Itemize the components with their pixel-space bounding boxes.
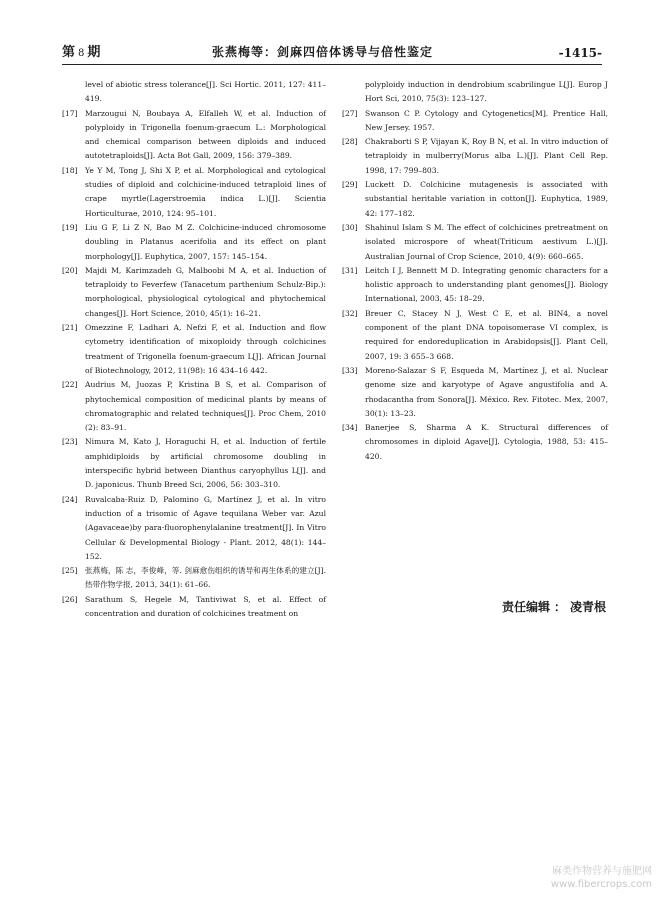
reference-item — [62, 493, 326, 564]
reference-item — [342, 135, 608, 178]
editor-label: 责任编辑 — [502, 600, 551, 614]
reference-text: Chakraborti S P, Vijayan K, Roy B N, et al. In vitro induction of tetraploidy in mulberry(Morus alba L.)[J]. Plant Cell Rep. 1998, 17: 799–803. — [365, 137, 608, 175]
watermark-line-1: 麻类作物营养与施肥网 — [552, 866, 652, 877]
reference-item — [342, 264, 608, 307]
reference-text: Ruvalcaba-Ruiz D, Palomino G, Martínez J, et al. In vitro induction of a trisomic of Agave tequilana Weber var. Azul (Agavaceae)by para-fluorophenylalanine treatment[J]. In Vitro Cellular & Developmental Biology - Plant. 2012, 48(1): 144–152. — [85, 494, 326, 561]
reference-text: Omezzine F, Ladhari A, Nefzi F, et al. Induction and flow cytometry identification of mixoploidy through colchicines treatment of Trigonella foenum-graecum L[J]. African Journal of Biotechnology, 2012, 11(98): 16 434–16 442. — [85, 323, 326, 375]
reference-text: Breuer C, Stacey N J, West C E, et al. BIN4, a novel component of the plant DNA topoisomerase VI complex, is required for endoreduplication in Arabidopsis[J]. Plant Cell, 2007, 19: 3 655–3 668. — [365, 308, 608, 361]
reference-item — [62, 264, 326, 321]
references-right-column — [342, 78, 608, 464]
reference-text: Majdi M, Karimzadeh G, Malboobi M A, et al. Induction of tetraploidy to Feverfew (Tanacetum parthenium Schulz-Bip.): morphological, physiological cytological and phytochemical changes[J]. Hort Science, 2010, 45(1): 16–21. — [85, 265, 326, 318]
reference-text: Banerjee S, Sharma A K. Structural differences of chromosomes in diploid Agave[J]. Cytologia, 1988, 53: 415–420. — [365, 423, 608, 461]
issue-prefix: 第 — [62, 45, 77, 60]
reference-text: 张燕梅，陈 志，李俊峰，等. 剑麻愈伤组织的诱导和再生体系的建立[J]. 热带作物学报, 2013, 34(1): 61–66. — [85, 566, 326, 590]
reference-index: [20] — [62, 265, 78, 275]
reference-item — [62, 593, 326, 622]
issue-suffix: 期 — [87, 45, 102, 60]
reference-index: [17] — [62, 108, 78, 118]
reference-index: [25] — [62, 566, 78, 576]
references-left-column — [62, 78, 326, 621]
reference-index: [32] — [342, 308, 358, 318]
reference-text: Moreno-Salazar S F, Esqueda M, Martínez J, et al. Nuclear genome size and karyotype of Agave angustifolia and A. rhodacantha from Sonora[J]. México. Rev. Fitotec. Mex, 2007, 30(1): 13–23. — [365, 365, 608, 418]
site-watermark — [551, 865, 652, 891]
watermark-line-2: www.fibercrops.com — [550, 879, 652, 890]
reference-item — [342, 364, 608, 421]
reference-item — [342, 78, 608, 107]
reference-item — [62, 378, 326, 435]
reference-index: [34] — [342, 423, 358, 433]
reference-item — [62, 78, 326, 107]
issue-number: 8 — [78, 48, 86, 59]
reference-item — [62, 321, 326, 378]
reference-text: Marzougui N, Boubaya A, Elfalleh W, et al. Induction of polyploidy in Trigonella foenum-graecum L.: Morphological and chemical comparison between diploids and induced autotetraploids[J]. Acta Bot Gall, 2009, 156: 379–389. — [85, 108, 326, 161]
reference-item — [342, 307, 608, 364]
reference-item — [62, 107, 326, 164]
reference-index: [23] — [62, 437, 78, 447]
reference-text: Nimura M, Kato J, Horaguchi H, et al. Induction of fertile amphidiploids by artificial chromosome doubling in interspecific hybrid between Dianthus caryophyllus L[J]. and D. japonicus. Thunb Breed Sci, 2006, 56: 303–310. — [85, 437, 326, 490]
reference-index: [19] — [62, 222, 78, 232]
reference-item — [62, 221, 326, 264]
reference-item — [342, 178, 608, 221]
issue-label — [62, 41, 101, 60]
reference-text: polyploidy induction in dendrobium scabrilingue L[J]. Europ J Hort Sci, 2010, 75(3): 123–127. — [365, 80, 608, 104]
reference-text: Leitch I J, Bennett M D. Integrating genomic characters for a holistic approach to understanding plant genomes[J]. Biology International, 2003, 45: 18–29. — [365, 265, 608, 304]
reference-item — [62, 435, 326, 492]
reference-text: Sarathum S, Hegele M, Tantiviwat S, et al. Effect of concentration and duration of colchicines treatment on — [85, 594, 326, 618]
page-header — [62, 42, 602, 65]
reference-text: Audrius M, Juozas P, Kristina B S, et al. Comparison of phytochemical composition of medicinal plants by means of chromatographic and related techniques[J]. Proc Chem, 2010 (2): 83–91. — [85, 380, 326, 433]
reference-item — [62, 164, 326, 221]
reference-index: [18] — [62, 165, 78, 175]
reference-item — [62, 564, 326, 593]
reference-index: [27] — [342, 108, 358, 118]
reference-text: Swanson C P. Cytology and Cytogenetics[M]. Prentice Hall, New Jersey. 1957. — [365, 108, 608, 132]
editor-name: 凌青根 — [570, 600, 607, 614]
editor-separator: ： — [554, 600, 567, 614]
reference-text: Liu G F, Li Z N, Bao M Z. Colchicine-induced chromosome doubling in Platanus acerifolia and its effect on plant morphology[J]. Euphytica, 2007, 157: 145–154. — [85, 222, 326, 261]
reference-index: [31] — [342, 265, 358, 275]
reference-item — [342, 221, 608, 264]
reference-index: [21] — [62, 323, 78, 333]
reference-text: Luckett D. Colchicine mutagenesis is associated with substantial heritable variation in cotton[J]. Euphytica, 1989, 42: 177–182. — [365, 180, 608, 218]
reference-index: [24] — [62, 494, 78, 504]
reference-text: level of abiotic stress tolerance[J]. Sci Hortic. 2011, 127: 411–419. — [85, 80, 326, 104]
page-number: -1415- — [558, 46, 602, 60]
reference-index: [26] — [62, 594, 78, 604]
reference-index: [22] — [62, 380, 78, 390]
reference-index: [29] — [342, 180, 358, 190]
responsible-editor — [502, 598, 606, 615]
reference-item — [342, 107, 608, 136]
reference-index: [30] — [342, 222, 358, 232]
reference-index: [28] — [342, 137, 358, 147]
reference-item — [342, 421, 608, 464]
reference-text: Shahinul Islam S M. The effect of colchicines pretreatment on isolated microspore of wheat(Triticum aestivum L.)[J]. Australian Journal of Crop Science, 2010, 4(9): 660–665. — [365, 222, 608, 261]
reference-index: [33] — [342, 365, 358, 375]
reference-text: Ye Y M, Tong J, Shi X P, et al. Morphological and cytological studies of diploid and colchicine-induced tetraploid lines of crape myrtle(Lagerstroemia indica L.)[J]. Scientia Horticulturae, 2010, 124: 95–101. — [85, 165, 326, 218]
running-title: 张燕梅等：剑麻四倍体诱导与倍性鉴定 — [212, 45, 434, 59]
